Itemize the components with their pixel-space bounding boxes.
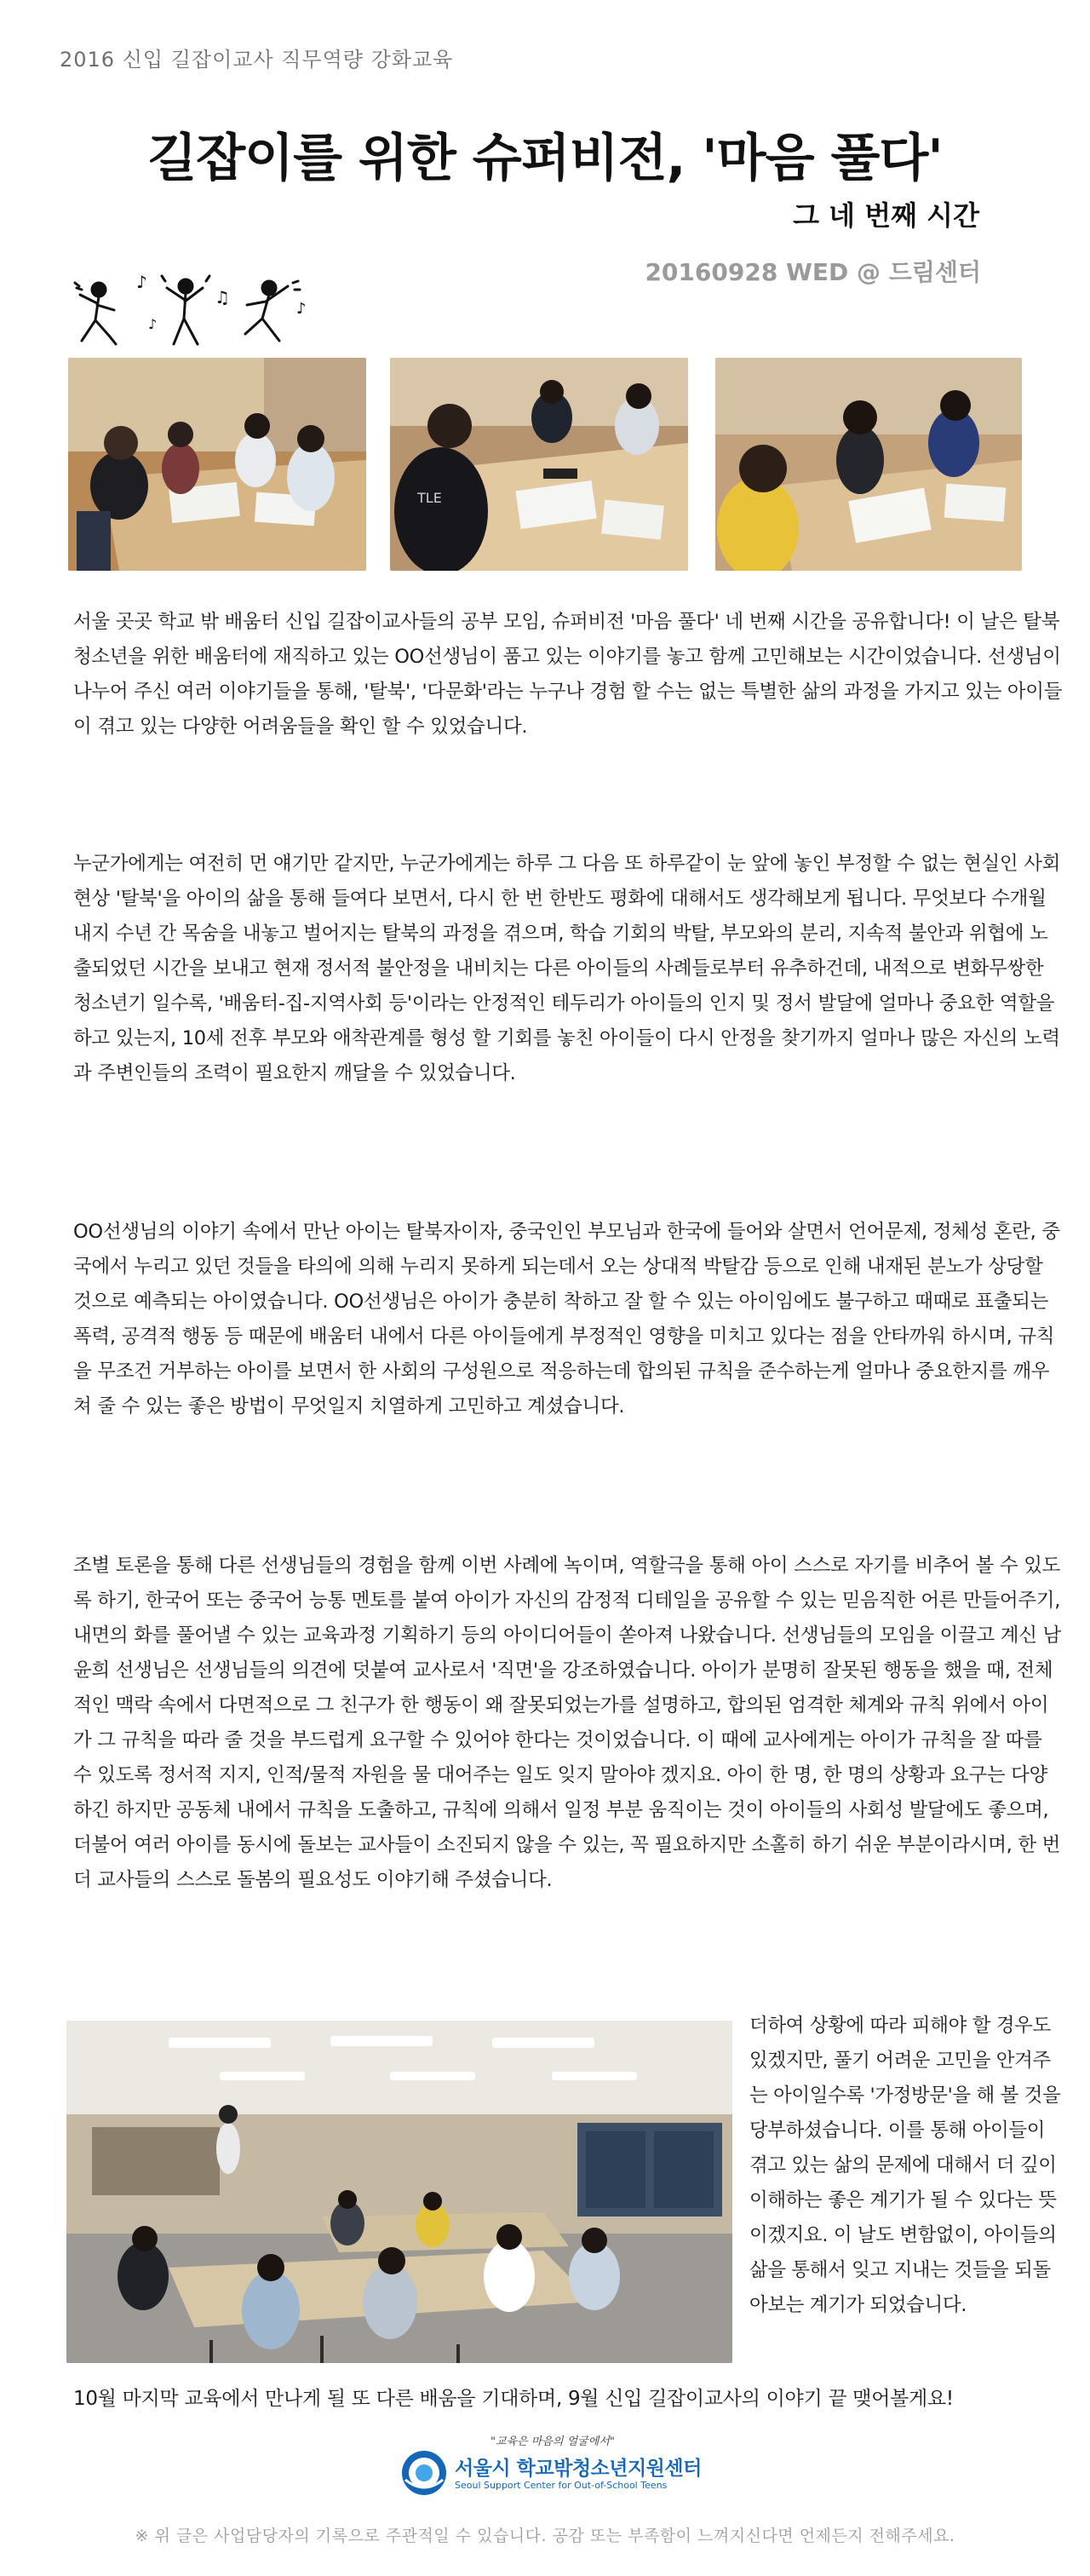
logo-english-name: Seoul Support Center for Out-of-School Teens bbox=[455, 2480, 668, 2491]
logo-tagline: "교육은 마음의 얼굴에서" bbox=[490, 2435, 615, 2448]
svg-text:♪: ♪ bbox=[136, 272, 147, 292]
series-header: 2016 신입 길잡이교사 직무역량 강화교육 bbox=[60, 48, 454, 72]
svg-text:♪: ♪ bbox=[148, 316, 158, 332]
svg-text:♪: ♪ bbox=[296, 300, 307, 318]
page-subtitle: 그 네 번째 시간 bbox=[793, 199, 979, 232]
page-title: 길잡이를 위한 슈퍼비전, '마음 풀다' bbox=[147, 129, 943, 188]
logo-emblem-icon bbox=[399, 2447, 450, 2498]
logo-name: 서울시 학교밖청소년지원센터 bbox=[455, 2458, 702, 2480]
paragraph-1: 서울 곳곳 학교 밖 배움터 신입 길잡이교사들의 공부 모임, 슈퍼비전 '마음 풀다' 네 번째 시간을 공유합니다! 이 날은 탈북 청소년을 위한 배움터에 재직하고 있는 OO선생님이 품고 있는 이야기를 놓고 함께 고민해보는 시간이었습니다. 선생님이 나누어 주신 여러 이야기들을 통해, '탈북', '다문화'라는 누구나 경험 할 수는 없는 특별한 삶의 과정을 가지고 있는 아이들이 겪고 있는 다양한 어려움들을 확인 할 수 있었습니다. bbox=[73, 611, 1063, 738]
photo-discussion-2 bbox=[390, 358, 688, 571]
svg-text:TLE: TLE bbox=[417, 490, 442, 506]
date-location: 20160928 WED @ 드림센터 bbox=[645, 258, 981, 286]
paragraph-2: 누군가에게는 여전히 먼 얘기만 같지만, 누군가에게는 하루 그 다음 또 하루같이 눈 앞에 놓인 부정할 수 없는 현실인 사회현상 '탈북'을 아이의 삶을 통해 들여다 보면서, 다시 한 번 한반도 평화에 대해서도 생각해보게 됩니다. 무엇보다 수개월 내지 수년 간 목숨을 내놓고 벌어지는 탈북의 과정을 겪으며, 학습 기회의 박탈, 부모와의 분리, 지속적 불안과 위협에 노출되었던 시간을 보내고 현재 정서적 불안정을 내비치는 다른 아이들의 사례들로부터 유추하건데, 내적으로 변화무쌍한 청소년기 일수록, '배움터-집-지역사회 등'이라는 안정적인 테두리가 아이들의 인지 및 정서 발달에 얼마나 중요한 역할을 하고 있는지, 10세 전후 부모와 애착관계를 형성 할 기회를 놓친 아이들이 다시 안정을 찾기까지 얼마나 많은 자신의 노력과 주변인들의 조력이 필요한지 깨달을 수 있었습니다. bbox=[73, 853, 1061, 1084]
closing-line: 10월 마지막 교육에서 만나게 될 또 다른 배움을 기대하며, 9월 신입 길잡이교사의 이야기 끝 맺어볼게요! bbox=[73, 2388, 954, 2410]
footnote: ※ 위 글은 사업담당자의 기록으로 주관적일 수 있습니다. 공감 또는 부족함이 느껴지신다면 언제든지 전해주세요. bbox=[135, 2527, 955, 2545]
photo-group-session bbox=[66, 2021, 732, 2363]
dancing-figures-icon bbox=[65, 262, 312, 356]
paragraph-4: 조별 토론을 통해 다른 선생님들의 경험을 함께 이번 사례에 녹이며, 역할극을 통해 아이 스스로 자기를 비추어 볼 수 있도록 하기, 한국어 또는 중국어 능통 멘토를 붙여 아이가 자신의 감정적 디테일을 공유할 수 있는 믿음직한 어른 만들어주기, 내면의 화를 풀어낼 수 있는 교육과정 기획하기 등의 아이디어들이 쏟아져 나왔습니다. 선생님들의 모임을 이끌고 계신 남윤희 선생님은 선생님들의 의견에 덧붙여 교사로서 '직면'을 강조하였습니다. 아이가 분명히 잘못된 행동을 했을 때, 전체적인 맥락 속에서 다면적으로 그 친구가 한 행동이 왜 잘못되었는가를 설명하고, 합의된 엄격한 체계와 규칙 위에서 아이가 그 규칙을 따라 줄 것을 부드럽게 요구할 수 있어야 한다는 것이었습니다. 이 때에 교사에게는 아이가 규칙을 잘 따를 수 있도록 정서적 지지, 인적/물적 자원을 물 대어주는 일도 잊지 말아야 겠지요. 아이 한 명, 한 명의 상황과 요구는 다양하긴 하지만 공동체 내에서 규칙을 도출하고, 규칙에 의해서 일정 부분 움직이는 것이 아이들의 사회성 발달에도 좋으며, 더불어 여러 아이를 동시에 돌보는 교사들이 소진되지 않을 수 있는, 꼭 필요하지만 소홀히 하기 쉬운 부분이라시며, 한 번 더 교사들의 스스로 돌봄의 필요성도 이야기해 주셨습니다. bbox=[73, 1555, 1061, 1891]
photo-discussion-3 bbox=[715, 358, 1022, 571]
svg-text:♫: ♫ bbox=[215, 287, 230, 308]
photo-discussion-1 bbox=[68, 358, 366, 571]
paragraph-3: OO선생님의 이야기 속에서 만난 아이는 탈북자이자, 중국인인 부모님과 한국에 들어와 살면서 언어문제, 정체성 혼란, 중국에서 누리고 있던 것들을 타의에 의해 누리지 못하게 되는데서 오는 상대적 박탈감 등으로 인해 내재된 분노가 상당할 것으로 예측되는 아이였습니다. OO선생님은 아이가 충분히 착하고 잘 할 수 있는 아이임에도 불구하고 때때로 표출되는 폭력, 공격적 행동 등 때문에 배움터 내에서 다른 아이들에게 부정적인 영향을 미치고 있다는 점을 안타까워 하시며, 규칙을 무조건 거부하는 아이를 보면서 한 사회의 구성원으로 적응하는데 합의된 규칙을 준수하는게 얼마나 중요한지를 깨우쳐 줄 수 있는 좋은 방법이 무엇일지 치열하게 고민하고 계셨습니다. bbox=[73, 1221, 1060, 1417]
organization-logo bbox=[399, 2432, 705, 2504]
side-paragraph: 더하여 상황에 따라 피해야 할 경우도 있겠지만, 풀기 어려운 고민을 안겨주는 아이일수록 '가정방문'을 해 볼 것을 당부하셨습니다. 이를 통해 아이들이 겪고 있는 삶의 문제에 대해서 더 깊이 이해하는 좋은 계기가 될 수 있다는 뜻 이겠지요. 이 날도 변함없이, 아이들의 삶을 통해서 잊고 지내는 것들을 되돌아보는 계기가 되었습니다. bbox=[749, 2015, 1061, 2316]
